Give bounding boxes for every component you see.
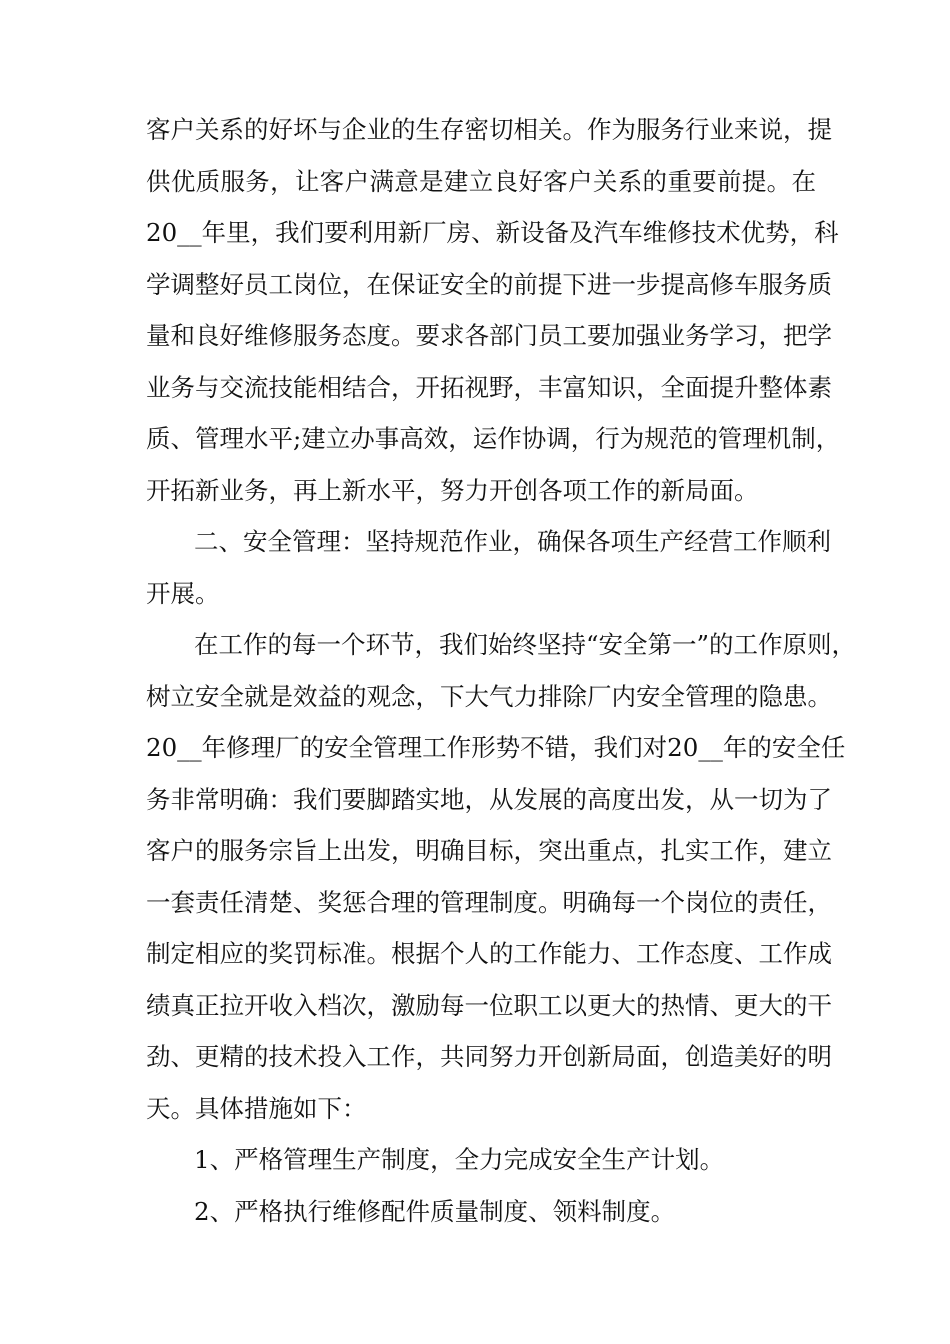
text-line: 二、安全管理：坚持规范作业，确保各项生产经营工作顺利 — [194, 527, 831, 556]
text-line: 绩真正拉开收入档次，激励每一位职工以更大的热情、更大的干 — [146, 990, 832, 1020]
text-line: 学调整好员工岗位，在保证安全的前提下进一步提高修车服务质 — [146, 269, 832, 299]
text-line: 开展。 — [146, 578, 220, 608]
text-line: 一套责任清楚、奖惩合理的管理制度。明确每一个岗位的责任， — [146, 887, 832, 917]
text-line: 20__年修理厂的安全管理工作形势不错，我们对20__年的安全任 — [146, 733, 846, 762]
text-line: 制定相应的奖罚标准。根据个人的工作能力、工作态度、工作成 — [146, 939, 832, 968]
text-line: 务非常明确：我们要脚踏实地，从发展的高度出发，从一切为了 — [146, 784, 832, 814]
document-body — [146, 104, 857, 1237]
text-line: 1、严格管理生产制度，全力完成安全生产计划。 — [194, 1145, 725, 1174]
text-line: 劲、更精的技术投入工作，共同努力开创新局面，创造美好的明 — [146, 1042, 832, 1071]
text-line: 供优质服务，让客户满意是建立良好客户关系的重要前提。在 — [146, 166, 816, 196]
text-line: 业务与交流技能相结合，开拓视野，丰富知识，全面提升整体素 — [146, 372, 832, 402]
text-line: 2、严格执行维修配件质量制度、领料制度。 — [194, 1196, 676, 1226]
text-line: 客户关系的好坏与企业的生存密切相关。作为服务行业来说，提 — [146, 115, 832, 144]
text-line: 20__年里，我们要利用新厂房、新设备及汽车维修技术优势，科 — [146, 218, 839, 247]
text-line: 在工作的每一个环节，我们始终坚持“安全第一”的工作原则， — [194, 630, 857, 659]
text-line: 客户的服务宗旨上出发，明确目标，突出重点，扎实工作，建立 — [146, 836, 832, 865]
text-line: 开拓新业务，再上新水平，努力开创各项工作的新局面。 — [146, 475, 759, 505]
text-line: 天。具体措施如下： — [146, 1093, 367, 1123]
text-line: 树立安全就是效益的观念，下大气力排除厂内安全管理的隐患。 — [146, 681, 832, 711]
text-line: 质、管理水平;建立办事高效，运作协调，行为规范的管理机制， — [146, 424, 841, 453]
text-line: 量和良好维修服务态度。要求各部门员工要加强业务学习，把学 — [146, 321, 832, 350]
